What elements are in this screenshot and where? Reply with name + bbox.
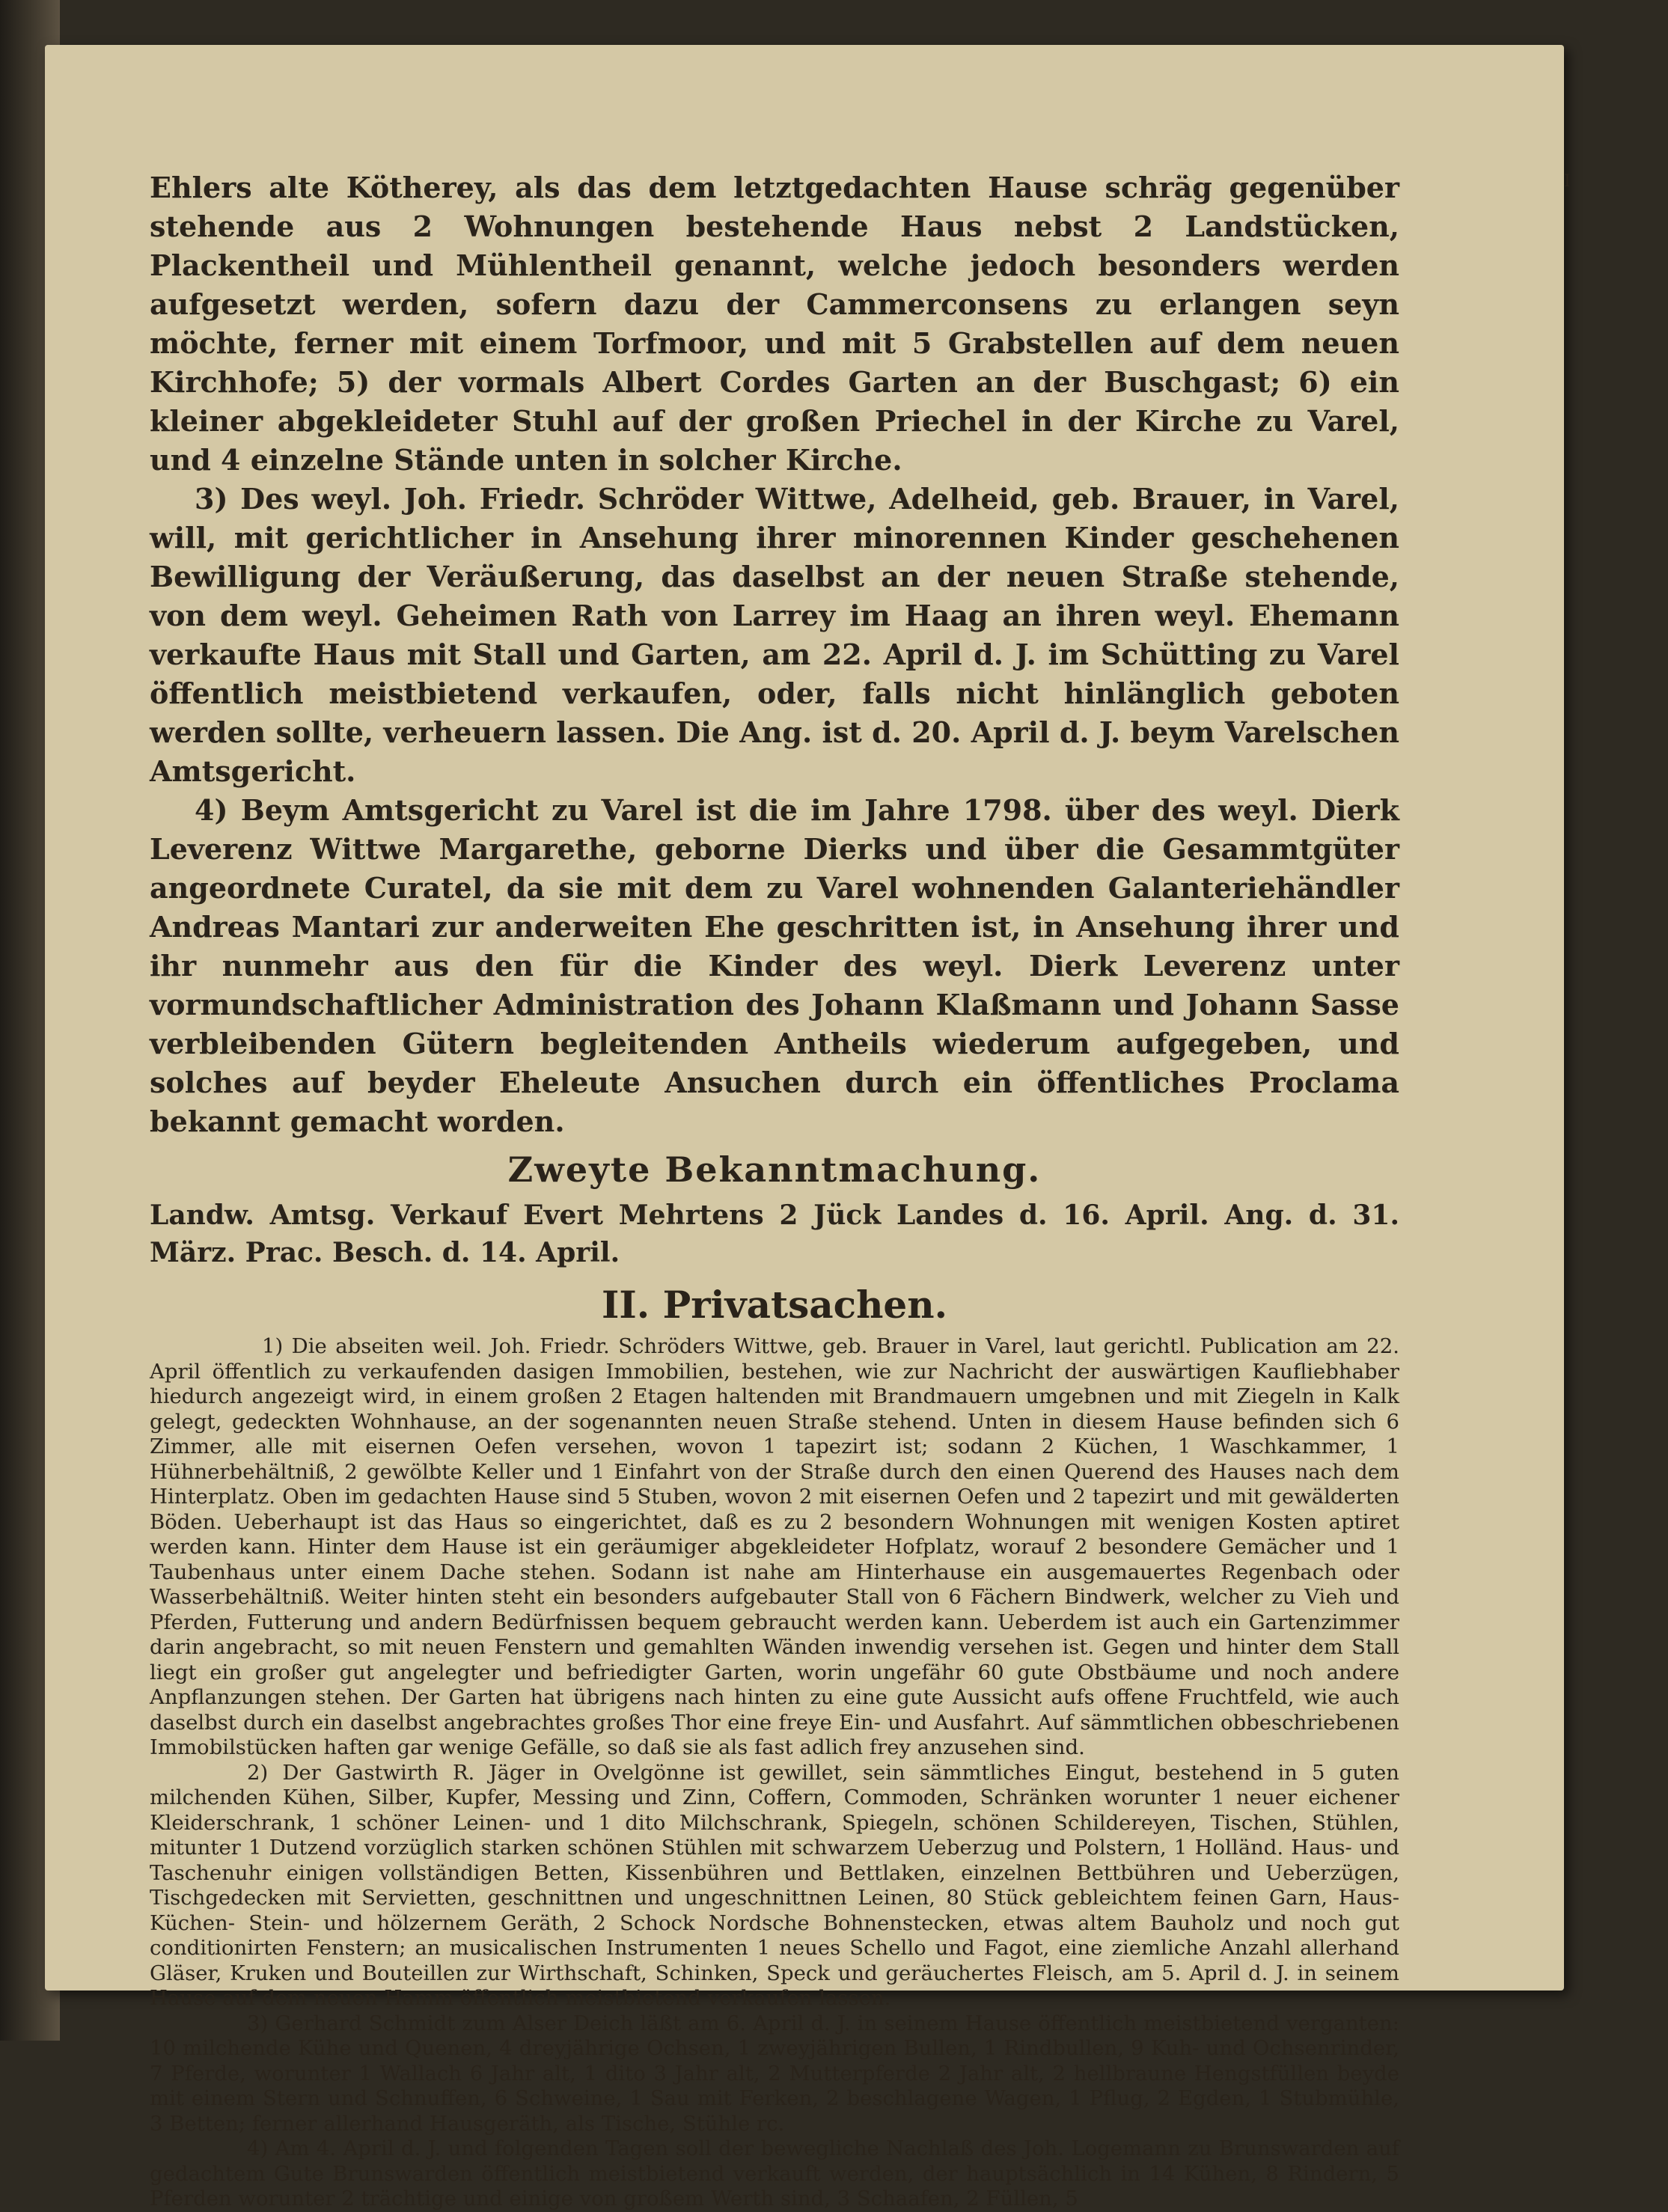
upper-section — [150, 168, 1399, 1141]
announcement-heading: Zweyte Bekanntmachung. — [507, 1149, 1042, 1190]
section-title: II. Privatsachen. — [602, 1283, 947, 1327]
private-item-1: 1) Die abseiten weil. Joh. Friedr. Schröders Wittwe, geb. Brauer in Varel, laut gerichtl. Publication am 22. April öffentlich zu verkaufenden dasigen Immobilien, bestehen, wie zur Nachricht der auswärtigen Kaufliebhaber hiedurch angezeigt wird, in einem großen 2 Etagen haltenden mit Brandmauern umgebnen und mit Ziegeln in Kalk gelegt, gedeckten Wohnhause, an der sogenannten neuen Straße stehend. Unten in diesem Hause befinden sich 6 Zimmer, alle mit eisernen Oefen versehen, wovon 1 tapezirt ist; sodann 2 Küchen, 1 Waschkammer, 1 Hühnerbehältniß, 2 gewölbte Keller und 1 Einfahrt von der Straße durch den einen Querend des Hauses nach dem Hinterplatz. Oben im gedachten Hause sind 5 Stuben, wovon 2 mit eisernen Oefen und 2 tapezirt und mit gewälderten Böden. Ueberhaupt ist das Haus so eingerichtet, daß es zu 2 besondern Wohnungen mit wenigen Kosten aptiret werden kann. Hinter dem Hause ist ein geräumiger abgekleideter Hofplatz, worauf 2 besondere Gemächer und 1 Taubenhaus unter einem Dache stehen. Sodann ist nahe am Hinterhause ein ausgemauertes Regenbach oder Wasserbehältniß. Weiter hinten steht ein besonders aufgebauter Stall von 6 Fächern Bindwerk, welcher zu Vieh und Pferden, Futterung und andern Bedürfnissen bequem gebraucht werden kann. Ueberdem ist auch ein Gartenzimmer darin angebracht, so mit neuen Fenstern und gemahlten Wänden inwendig versehen ist. Gegen und hinter dem Stall liegt ein großer gut angelegter und befriedigter Garten, worin ungefähr 60 gute Obstbäume und noch andere Anpflanzungen stehen. Der Garten hat übrigens nach hinten zu eine gute Aussicht aufs offene Fruchtfeld, wie auch daselbst durch ein daselbst angebrachtes großes Thor eine freye Ein- und Ausfahrt. Auf sämmtlichen obbeschriebenen Immobilstücken haften gar wenige Gefälle, so daß sie als fast adlich frey anzusehen sind. — [150, 1334, 1399, 1759]
private-item-3: 3) Gerhard Schmidt zum Alser Deich läßt am 6. April d. J. in seinem Hause öffentlich meistbietend verganten: 10 milchende Kühe und Quenen, 4 dreyjährige Ochsen, 1 zweyjährigen Bullen, 1 Rindbullen, 9 Kuh- und Ochsenrinder, 7 Pferde, worunter 1 Wallach 6 Jahr alt, 1 dito 3 Jahr alt, 2 Mutterpferde 2 Jahr alt, 2 hellbraune Hengstfüllen beyde mit einem Stern und Schnuffen, 6 Schweine, 1 Sau mit Ferken, 2 beschlagene Wagen, 1 Pflug, 2 Egden, 1 Stubmühle, 3 Betten; ferner allerhand Hausgeräth, als Tische, Stühle rc. — [150, 2011, 1399, 2136]
paragraph-3: 3) Des weyl. Joh. Friedr. Schröder Wittwe, Adelheid, geb. Brauer, in Varel, will, mit gerichtlicher in Ansehung ihrer minorennen Kinder geschehenen Bewilligung der Veräußerung, das daselbst an der neuen Straße stehende, von dem weyl. Geheimen Rath von Larrey im Haag an ihren weyl. Ehemann verkaufte Haus mit Stall und Garten, am 22. April d. J. im Schütting zu Varel öffentlich meistbietend verkaufen, oder, falls nicht hinlänglich geboten werden sollte, verheuern lassen. Die Ang. ist d. 20. April d. J. beym Varelschen Amtsgericht. — [150, 482, 1399, 788]
paragraph-4: 4) Beym Amtsgericht zu Varel ist die im Jahre 1798. über des weyl. Dierk Leverenz Wittwe Margarethe, geborne Dierks und über die Gesammtgüter angeordnete Curatel, da sie mit dem zu Varel wohnenden Galanteriehändler Andreas Mantari zur anderweiten Ehe geschritten ist, in Ansehung ihrer und ihr nunmehr aus den für die Kinder des weyl. Dierk Leverenz unter vormundschaftlicher Administration des Johann Klaßmann und Johann Sasse verbleibenden Gütern begleitenden Antheils wiederum aufgegeben, und solches auf beyder Eheleute Ansuchen durch ein öffentliches Proclama bekannt gemacht worden. — [150, 793, 1399, 1138]
page-text — [150, 168, 1399, 2212]
page-mark: I — [1564, 172, 1571, 191]
paragraph-continued: Ehlers alte Kötherey, als das dem letztgedachten Hause schräg gegenüber stehende aus 2 Wohnungen bestehende Haus nebst 2 Landstücken, Plackentheil und Mühlentheil genannt, welche jedoch besonders werden aufgesetzt werden, sofern dazu der Cammerconsens zu erlangen seyn möchte, ferner mit einem Torfmoor, und mit 5 Grabstellen auf dem neuen Kirchhofe; 5) der vormals Albert Cordes Garten an der Buschgast; 6) ein kleiner abgekleideter Stuhl auf der großen Priechel in der Kirche zu Varel, und 4 einzelne Stände unten in solcher Kirche. — [150, 171, 1399, 477]
private-matters-section — [150, 1334, 1399, 2212]
private-item-4: 4) Am 4. April d. J. und folgenden Tagen soll der bewegliche Nachlaß des Joh. Logemann zu Brunswarden auf gedachtem Gute Brunswarden öffentlich meistbietend verkauft werden, der hauptsächlich in 14 Kühen, 8 Rindern, 5 Pferden worunter 2 trächtige und einige von großem Werth sind, 3 Schaafen, 2 Füllen, 5 — [150, 2136, 1399, 2211]
notice-line: Landw. Amtsg. Verkauf Evert Mehrtens 2 Jück Landes d. 16. April. Ang. d. 31. März. Prac. Besch. d. 14. April. — [150, 1200, 1399, 1268]
private-item-2: 2) Der Gastwirth R. Jäger in Ovelgönne ist gewillet, sein sämmtliches Eingut, bestehend in 5 guten milchenden Kühen, Silber, Kupfer, Messing und Zinn, Coffern, Commoden, Schränken worunter 1 neuer eichener Kleiderschrank, 1 schöner Leinen- und 1 dito Milchschrank, Spiegeln, schönen Schildereyen, Tischen, Stühlen, mitunter 1 Dutzend vorzüglich starken schönen Stühlen mit schwarzem Ueberzug und Polstern, 1 Holländ. Haus- und Taschenuhr einigen vollständigen Betten, Kissenbühren und Bettlaken, einzelnen Bettbühren und Ueberzügen, Tischgedecken mit Servietten, geschnittnen und ungeschnittnen Leinen, 80 Stück gebleichtem feinen Garn, Haus- Küchen- Stein- und hölzernem Geräth, 2 Schock Nordsche Bohnenstecken, etwas altem Bauholz und noch gut conditionirten Fenstern; an musicalischen Instrumenten 1 neues Schello und Fagot, eine ziemliche Anzahl allerhand Gläser, Kruken und Bouteillen zur Wirthschaft, Schinken, Speck und geräuchertes Fleisch, am 5. April d. J. in seinem Hause auf dem neuen Hamm öffentlich meistbietend verkaufen lassen. — [150, 1760, 1399, 2010]
